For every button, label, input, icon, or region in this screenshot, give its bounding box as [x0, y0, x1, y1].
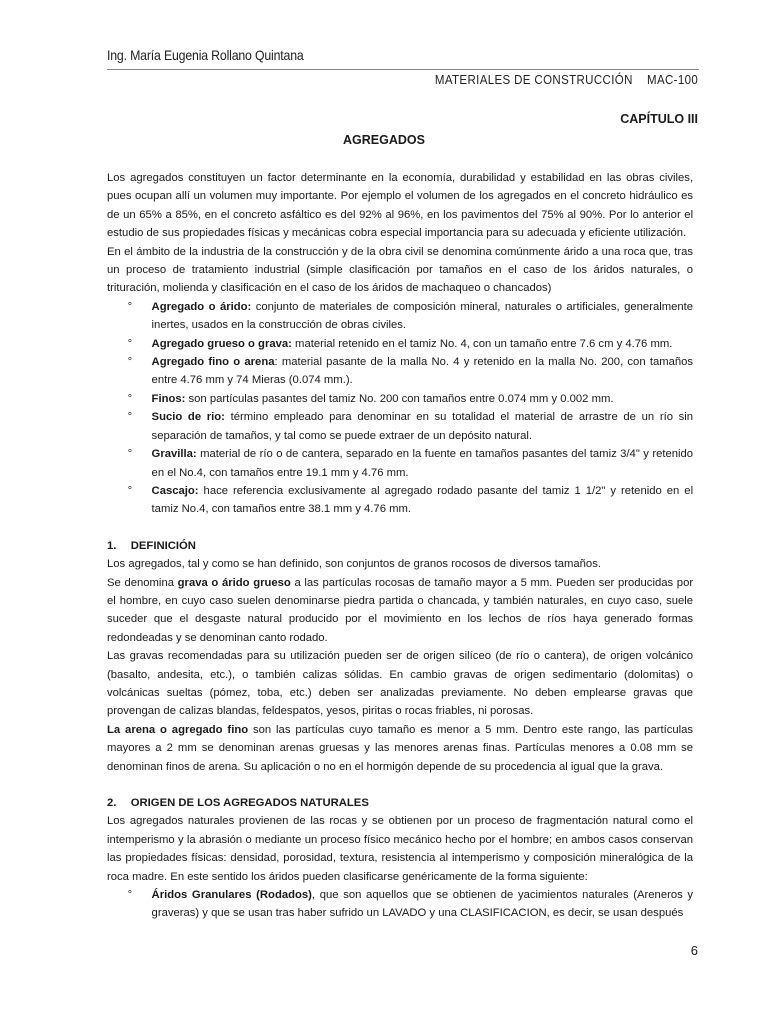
- text-span: son las partículas cuyo tamaño es menor a 5 mm. Dentro este rango, las partículas mayores a 2 mm se denominan arenas gruesas y las menores arenas finas. Partículas menores a 0.08 mm se denominan finos de arena. Su aplicación o no en el hormigón depende de su procedencia al igual que la grava.: [107, 723, 694, 773]
- definition-term: Gravilla:: [151, 448, 197, 461]
- definition-text: material de río o de cantera, separado en la fuente en tamaños pasantes del tamiz 3/4" y retenido en el No.4, con tamaños entre 19.1 mm y 4.76 mm.: [151, 448, 694, 479]
- intro-paragraph-1: Los agregados constituyen un factor determinante en la economía, durabilidad y estabilidad en las obras civiles, pues ocupan allí un volumen muy importante. Por ejemplo el volumen de los agregados en el concreto hidráulico es de un 65% a 85%, en el concreto asfáltico es del 92% al 96%, en los pavimentos del 75% al 90%. Por lo anterior el estudio de sus propiedades físicas y mecánicas cobra especial importancia para su adecuada y eficiente utilización.: [107, 172, 694, 240]
- definition-text: conjunto de materiales de composición mineral, naturales o artificiales, generalmente inertes, usados en la construcción de obras civiles.: [151, 300, 694, 332]
- definition-text: : material pasante de la malla No. 4 y retenido en la malla No. 200, con tamaños entre 4.76 mm y 74 Mieras (0.074 mm.).: [151, 356, 694, 387]
- list-item: [107, 298, 693, 335]
- intro-paragraph-2: En el ámbito de la industria de la construcción y de la obra civil se denomina comúnmente árido a una roca que, tras un proceso de tratamiento industrial (simple clasificación por tamaños en el caso de los áridos naturales, o trituración, molienda y clasificación en el caso de los áridos de machaqueo o chancados): [107, 245, 694, 295]
- section-2-paragraph-1: Los agregados naturales provienen de las rocas y se obtienen por un proceso de fragmentación natural como el intemperismo y la abrasión o mediante un proceso físico mecánico hecho por el hombre; en ambos casos conservan las propiedades físicas: densidad, porosidad, textura, resistencia al intemperismo y composición mineralógica de la roca madre. En este sentido los áridos pueden clasificarse genéricamente de la forma siguiente:: [107, 815, 694, 883]
- bullet-icon: °: [127, 484, 133, 497]
- list-item: [107, 445, 693, 482]
- bullet-icon: °: [127, 411, 133, 424]
- list-item: [107, 335, 693, 353]
- page-title: AGREGADOS: [343, 133, 425, 147]
- bullet-icon: °: [127, 356, 133, 369]
- section-1-paragraph-3: Las gravas recomendadas para su utilización pueden ser de origen silíceo (de río o cantera), de origen volcánico (basalto, andesita, etc.), o también calizas sólidas. En cambio gravas de origen sedimentario (dolomitas) o volcánicas sueltas (pómez, toba, etc.) deben ser analizadas previamente. No deben emplearse gravas que provengan de calizas blandas, feldespatos, yesos, piritas o rocas friables, ni porosas.: [107, 650, 694, 718]
- definition-term: Agregado grueso o grava:: [151, 337, 292, 350]
- bold-term: La arena o agregado fino: [107, 723, 249, 736]
- section-2-title: ORIGEN DE LOS AGREGADOS NATURALES: [130, 797, 369, 809]
- bullet-icon: °: [127, 392, 133, 405]
- section-1-paragraph-1: Los agregados, tal y como se han definido, son conjuntos de granos rocosos de diversos tamaños.: [107, 558, 601, 571]
- section-2-heading: [107, 794, 693, 812]
- list-item: [107, 886, 693, 923]
- section-1-number: 1.: [107, 539, 117, 552]
- definition-text: material retenido en el tamiz No. 4, con un tamaño entre 7.6 cm y 4.76 mm.: [291, 337, 673, 350]
- definition-term: Finos:: [151, 392, 186, 405]
- bullet-icon: °: [127, 448, 133, 461]
- bullet-icon: °: [127, 300, 133, 313]
- origin-list: [107, 886, 693, 923]
- bold-term: grava o árido grueso: [177, 576, 291, 589]
- section-1-paragraph-4: [107, 721, 693, 776]
- definition-text: son partículas pasantes del tamiz No. 200 con tamaños entre 0.074 mm y 0.002 mm.: [185, 392, 614, 405]
- page-number: 6: [690, 943, 698, 958]
- list-item: [107, 482, 693, 519]
- section-1-paragraph-2: [107, 574, 693, 648]
- definition-term: Agregado o árido:: [151, 300, 252, 313]
- definitions-list: [107, 298, 693, 519]
- chapter-label: CAPÍTULO III: [620, 112, 698, 126]
- definition-term: Cascajo:: [151, 484, 199, 497]
- text-span: Se denomina: [107, 576, 178, 589]
- header-course: MATERIALES DE CONSTRUCCIÓN MAC-100: [434, 73, 698, 87]
- section-2-number: 2.: [107, 797, 117, 809]
- header-author: Ing. María Eugenia Rollano Quintana: [107, 47, 304, 63]
- definition-term: Agregado fino o arena: [151, 356, 275, 369]
- bullet-icon: °: [127, 337, 133, 350]
- section-1-title: DEFINICIÓN: [130, 539, 196, 552]
- text-span: a las partículas rocosas de tamaño mayor a 5 mm. Pueden ser producidas por el hombre, en cuyo caso suelen denominarse piedra partida o chancada, y también naturales, en cuyo caso, suele suceder que el desgaste natural producido por el movimiento en los lechos de ríos haya generado formas redondeadas y se denominan canto rodado.: [107, 576, 694, 644]
- list-item: [107, 353, 693, 390]
- definition-text: término empleado para denominar en su totalidad el material de arrastre de un río sin separación de tamaños, y tal como se puede extraer de un depósito natural.: [151, 411, 694, 442]
- list-item: [107, 390, 693, 408]
- definition-term: Sucio de rio:: [151, 411, 225, 424]
- section-1-heading: [107, 537, 693, 555]
- bullet-icon: °: [127, 889, 133, 902]
- list-text: , que son aquellos que se obtienen de yacimientos naturales (Areneros y graveras) y que se usan tras haber sufrido un LAVADO y una CLASIFICACION, es decir, se usan después: [151, 889, 694, 920]
- header-rule: [107, 69, 699, 70]
- definition-text: hace referencia exclusivamente al agregado rodado pasante del tamiz 1 1/2" y retenido en el tamiz No.4, con tamaños entre 38.1 mm y 4.76 mm.: [151, 484, 694, 516]
- document-body: [107, 169, 693, 923]
- list-item: [107, 408, 693, 445]
- list-term: Áridos Granulares (Rodados): [151, 889, 312, 902]
